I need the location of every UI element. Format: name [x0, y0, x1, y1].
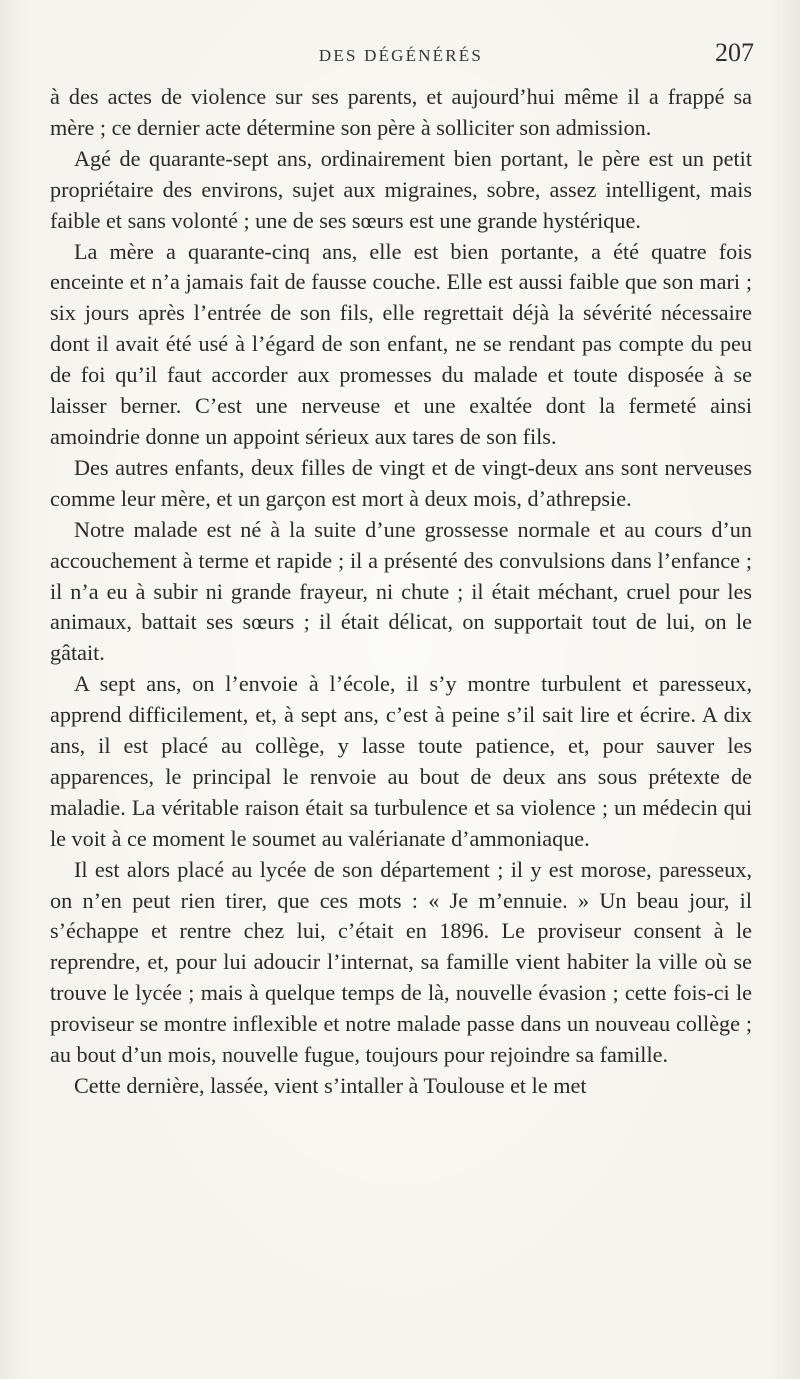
- body-text: [50, 82, 752, 1102]
- running-title: DES DÉGÉNÉRÉS: [318, 46, 484, 65]
- paragraph-8: Cette dernière, lassée, vient s’intaller à Toulouse et le met: [74, 1073, 587, 1098]
- paragraph-3: La mère a quarante-cinq ans, elle est bien portante, a été quatre fois enceinte et n’a jamais fait de fausse couche. Elle est aussi faible que son mari ; six jours après l’entrée de son fils, elle regrettait déjà la sévérité nécessaire dont il avait été usé à l’égard de son enfant, ne se rendant pas compte du peu de foi qu’il faut accorder aux promesses du malade et toute disposée à se laisser berner. C’est une nerveuse et une exaltée dont la fermeté ainsi amoindrie donne un appoint sérieux aux tares de son fils.: [50, 238, 752, 449]
- paragraph-1: à des actes de violence sur ses parents, et aujourd’hui même il a frappé sa mère ; ce dernier acte détermine son père à solliciter son admission.: [50, 84, 752, 140]
- paragraph-5: Notre malade est né à la suite d’une grossesse normale et au cours d’un accouchement à terme et rapide ; il a présenté des convulsions dans l’enfance ; il n’a eu à subir ni grande frayeur, ni chute ; il était méchant, cruel pour les animaux, battait ses sœurs ; il était délicat, on supportait tout de lui, on le gâtait.: [50, 516, 752, 666]
- paragraph-2: Agé de quarante-sept ans, ordinairement bien portant, le père est un petit propriétaire des environs, sujet aux migraines, sobre, assez intelligent, mais faible et sans volonté ; une de ses sœurs est une grande hystérique.: [50, 145, 752, 233]
- paragraph-6: A sept ans, on l’envoie à l’école, il s’y montre turbulent et paresseux, apprend difficilement, et, à sept ans, c’est à peine s’il sait lire et écrire. A dix ans, il est placé au collège, y lasse toute patience, et, pour sauver les apparences, le principal le renvoie au bout de deux ans sous prétexte de maladie. La véritable raison était sa turbulence et sa violence ; un médecin qui le voit à ce moment le soumet au valérianate d’ammoniaque.: [50, 671, 752, 851]
- paragraph-4: Des autres enfants, deux filles de vingt et de vingt-deux ans sont nerveuses comme leur mère, et un garçon est mort à deux mois, d’athrepsie.: [50, 454, 752, 511]
- page-header: [48, 36, 754, 76]
- paragraph-7: Il est alors placé au lycée de son département ; il y est morose, paresseux, on n’en peut rien tirer, que ces mots : « Je m’ennuie. » Un beau jour, il s’échappe et rentre chez lui, c’était en 1896. Le proviseur consent à le reprendre, et, pour lui adoucir l’internat, sa famille vient habiter la ville où se trouve le lycée ; mais à quelque temps de là, nouvelle évasion ; cette fois-ci le proviseur se montre inflexible et notre malade passe dans un nouveau collège ; au bout d’un mois, nouvelle fugue, toujours pour rejoindre sa famille.: [50, 856, 752, 1068]
- page-number: 207: [715, 38, 754, 67]
